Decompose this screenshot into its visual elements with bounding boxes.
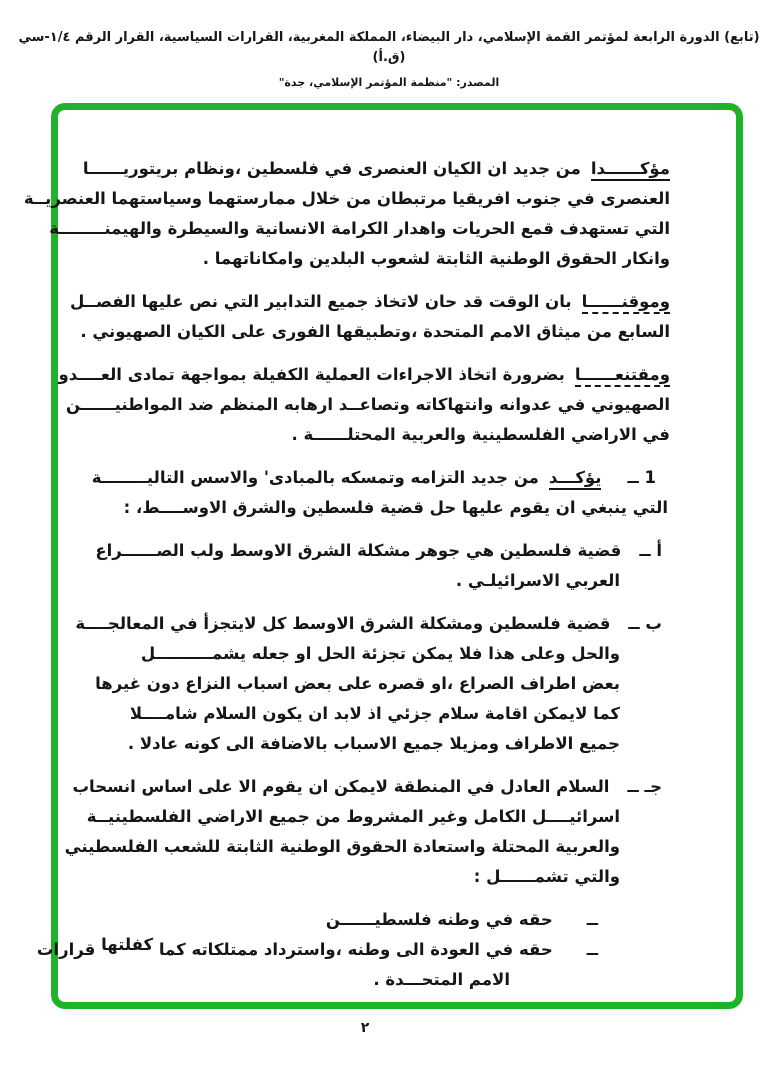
- line-text: السلام العادل في المنطقة لايمكن ان يقوم الا على اساس انسحاب: [72, 777, 610, 796]
- paragraph-convinced-measures: [58, 360, 670, 450]
- doc-line: اسرائيــــل الكامل وغير المشروط من جميع الاراضي الفلسطينيــة: [86, 807, 620, 826]
- line-text: حقه في وطنه فلسطيــــــن: [325, 910, 553, 929]
- doc-line: وانكار الحقوق الوطنية الثابتة لشعوب البلدين وامكاناتهما .: [202, 249, 670, 268]
- subclause-marker: جـ ــ: [627, 777, 662, 796]
- header-source-line: المصدر: "منظمة المؤتمر الإسلامي، جدة": [278, 76, 500, 89]
- doc-line: [82, 154, 670, 184]
- subclause-marker: ب ــ: [628, 614, 662, 633]
- header-title-line: (تابع) الدورة الرابعة لمؤتمر القمة الإسلامي، دار البيضاء، المملكة المغربية، القرارات السياسية، القرار الرقم ١/٤-سي (ق.أ): [18, 30, 760, 65]
- doc-line: الصهيوني في عدوانه وانتهاكاته وتصاعــد ارهابه المنظم ضد المواطنيــــــن: [66, 395, 670, 414]
- doc-line: العنصرى في جنوب افريقيا مرتبطان من خلال ممارستهما وسياستهما العنصريــة: [23, 189, 670, 208]
- page-number: ٢: [360, 1020, 370, 1036]
- doc-line: السابع من ميثاق الامم المتحدة ،وتطبيقها الفورى على الكيان الصهيوني .: [80, 322, 670, 341]
- doc-line: [58, 360, 670, 390]
- document-body: [23, 110, 736, 995]
- subclause-b: [75, 609, 670, 759]
- line-text: قضية فلسطين هي جوهر مشكلة الشرق الاوسط ولب الصــــــراع: [95, 541, 622, 560]
- lead-word-underlined: وموقنــــــا: [582, 292, 670, 314]
- doc-line: جميع الاطراف ومزيلا جميع الاسباب بالاضافة الى كونه عادلا .: [127, 734, 620, 753]
- subclause-a: [95, 536, 670, 596]
- doc-line: في الاراضي الفلسطينية والعربية المحتلــــــة .: [291, 425, 670, 444]
- doc-line: والحل وعلى هذا فلا يمكن تجزئة الحل او جعله يشمــــــــــل: [140, 644, 620, 663]
- doc-line: العربي الاسرائيلـي .: [455, 571, 620, 590]
- doc-line: التي تستهدف قمع الحريات واهدار الكرامة الانسانية والسيطرة والهيمنــــــــة: [49, 219, 670, 238]
- line-text: قضية فلسطين ومشكلة الشرق الاوسط كل لايتجزأ في المعالجــــة: [75, 614, 611, 633]
- raised-correction-word: كفلتها: [101, 935, 154, 954]
- clause-number: 1 ــ: [627, 468, 656, 487]
- clause-1: [91, 463, 670, 523]
- doc-line: بعض اطراف الصراع ،او قصره على بعض اسباب النزاع دون غيرها: [95, 674, 620, 693]
- dash-marker: ــ: [586, 940, 598, 959]
- doc-line: كما لايمكن اقامة سلام جزئي اذ لابد ان يكون السلام شامــــلا: [129, 704, 620, 723]
- doc-line: والعربية المحتلة واستعادة الحقوق الوطنية الثابتة للشعب الفلسطيني: [64, 837, 620, 856]
- lead-word-underlined: ومقتنعــــــا: [575, 365, 670, 387]
- doc-line: [69, 287, 670, 317]
- lead-word-underlined: مؤكــــــدا: [591, 159, 670, 181]
- rights-list: [36, 905, 670, 995]
- line-text: من جديد التزامه وتمسكه بالمبادى' والاسس التاليــــــــة: [91, 468, 539, 487]
- document-header: [0, 28, 778, 89]
- line-text: بضرورة اتخاذ الاجراءات العملية الكفيلة بمواجهة تمادى العــــدو: [58, 365, 565, 384]
- subclause-marker: أ ــ: [639, 541, 662, 560]
- line-text: حقه في العودة الى وطنه ،واسترداد ممتلكاته كما: [158, 940, 553, 959]
- doc-line: [91, 463, 670, 493]
- paragraph-convinced-time: [69, 287, 670, 347]
- doc-line: [75, 609, 670, 639]
- dash-marker: ــ: [586, 910, 598, 929]
- lead-word-underlined: يؤكـــد: [549, 468, 602, 490]
- line-text: قرارات: [36, 940, 96, 959]
- subclause-c: [64, 772, 670, 892]
- paragraph-reaffirming: [23, 154, 670, 274]
- line-text: من جديد ان الكيان العنصرى في فلسطين ،ونظام بريتوريــــــا: [82, 159, 581, 178]
- line-text: بان الوقت قد حان لاتخاذ جميع التدابير التي نص عليها الفصــل: [69, 292, 572, 311]
- list-item: [98, 905, 670, 935]
- doc-line: التي ينبغي ان يقوم عليها حل قضية فلسطين والشرق الاوســــط، :: [123, 498, 668, 517]
- doc-line: [72, 772, 670, 802]
- document-body-container: [23, 103, 743, 1009]
- doc-line: الامم المتحـــدة .: [373, 970, 510, 989]
- doc-line: [95, 536, 670, 566]
- list-item: [36, 935, 670, 965]
- doc-line: والتي تشمــــــل :: [473, 867, 620, 886]
